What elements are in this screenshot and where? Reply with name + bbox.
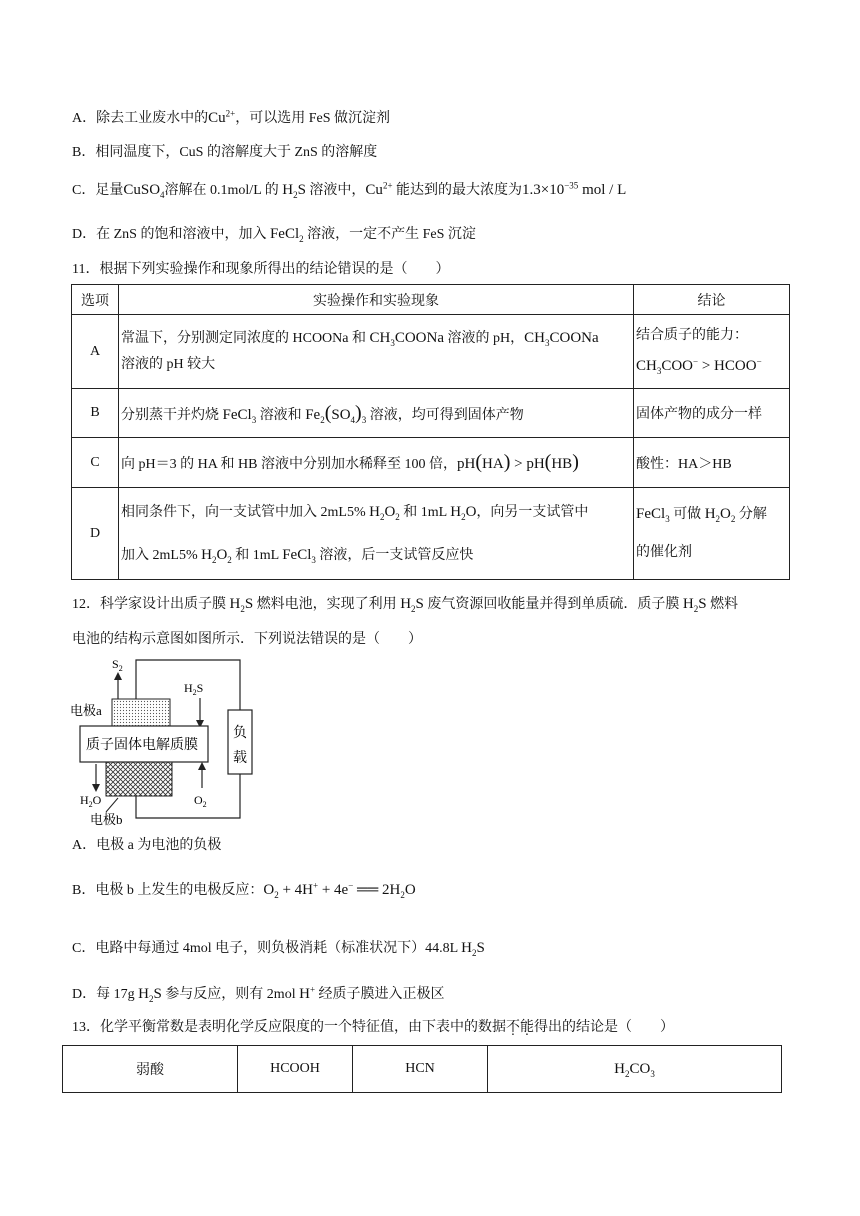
table-row <box>72 488 790 580</box>
row-conclusion: FeCl$_3$ 可做 $H_2O_2$ 分解 的催化剂 <box>634 488 790 580</box>
q10-option-d: D．在 ZnS 的饱和溶液中，加入 FeCl$_2$ 溶液，一定不产生 FeS 沉淀 <box>72 226 476 244</box>
row-option: A <box>72 315 119 389</box>
q10-option-c: C．足量CuSO$_4$溶解在 0.1mol/L 的 $H_2S$ 溶液中，$Cu^{2+}$ 能达到的最大浓度为$1.3\times 10^{-35}$ mol / L <box>72 180 627 200</box>
q10-option-a: A．除去工业废水中的$Cu^{2+}$，可以选用 FeS 做沉淀剂 <box>72 108 391 126</box>
electrode-b-pointer <box>106 798 118 812</box>
header-h2co3: $H_2CO_3$ <box>488 1046 782 1093</box>
o2-label: $O_2$ <box>194 793 207 809</box>
membrane-label: 质子固体电解质膜 <box>86 738 198 753</box>
q11-table <box>71 284 790 580</box>
o2-arrowhead <box>198 762 206 770</box>
h2o-label: $H_2O$ <box>80 793 102 809</box>
electrode-a-label: 电极a <box>70 703 102 718</box>
row-option: B <box>72 389 119 438</box>
row-conclusion: 结合质子的能力： $CH_3COO^-$ > HCOO− <box>634 315 790 389</box>
table-row <box>72 438 790 488</box>
row-operation: 常温下，分别测定同浓度的 HCOONa 和 $CH_3COONa$ 溶液的 pH，$CH_3COONa$ 溶液的 pH 较大 <box>119 315 634 389</box>
q13-stem: 13．化学平衡常数是表明化学反应限度的一个特征值，由下表中的数据不能得出的结论是（ ） <box>72 1020 674 1035</box>
table-row <box>72 389 790 438</box>
s2-arrowhead <box>114 672 122 680</box>
h2s-label: $H_2S$ <box>184 681 204 697</box>
electrode-b-label: 电极b <box>90 812 123 827</box>
row-operation: 相同条件下，向一支试管中加入 2mL5% $H_2O_2$ 和 1mL $H_2O$，向另一支试管中 加入 2mL5% $H_2O_2$ 和 1mL FeCl$_3$ 溶液，后一支试管反应快 <box>119 488 634 580</box>
table-row <box>72 315 790 389</box>
q12-stem-line2: 电池的结构示意图如图所示．下列说法错误的是（ ） <box>72 632 422 647</box>
row-option: D <box>72 488 119 580</box>
load-label-1: 负 <box>233 726 247 741</box>
q12-option-a: A．电极 a 为电池的负极 <box>72 838 222 853</box>
q11-stem: 11．根据下列实验操作和现象所得出的结论错误的是（ ） <box>72 262 450 277</box>
q12-stem-line1: 12．科学家设计出质子膜 $H_2S$ 燃料电池，实现了利用 $H_2S$ 废气资源回收能量并得到单质硫．质子膜 $H_2S$ 燃料 <box>72 596 739 614</box>
table-header-row <box>72 285 790 315</box>
header-hcooh: HCOOH <box>238 1046 353 1093</box>
table-header-row <box>63 1046 782 1093</box>
q13-table <box>62 1045 782 1093</box>
electrode-a <box>112 699 170 726</box>
header-weak-acid: 弱酸 <box>63 1046 238 1093</box>
row-conclusion: 酸性：HA＞HB <box>634 438 790 488</box>
q12-option-b: B．电极 b 上发生的电极反应：$O_2 + 4H^+ + 4e^-$ ══ $2H_2O$ <box>72 880 416 900</box>
s2-label: $S_2$ <box>112 657 123 673</box>
load-label-2: 载 <box>233 751 247 766</box>
header-conclusion: 结论 <box>634 285 790 315</box>
row-operation: 分别蒸干并灼烧 FeCl$_3$ 溶液和 $Fe_2(SO_4)_3$ 溶液，均可得到固体产物 <box>119 389 634 438</box>
row-option: C <box>72 438 119 488</box>
row-conclusion: 固体产物的成分一样 <box>634 389 790 438</box>
row-operation: 向 pH＝3 的 HA 和 HB 溶液中分别加水稀释至 100 倍，pH(HA) > pH(HB) <box>119 438 634 488</box>
q12-option-c: C．电路中每通过 4mol 电子，则负极消耗（标准状况下）44.8L $H_2S$ <box>72 940 485 958</box>
header-operation: 实验操作和实验现象 <box>119 285 634 315</box>
h2o-arrowhead <box>92 784 100 792</box>
fuel-cell-diagram <box>68 652 268 828</box>
q10-option-b: B．相同温度下，CuS 的溶解度大于 ZnS 的溶解度 <box>72 145 378 160</box>
header-option: 选项 <box>72 285 119 315</box>
q12-option-d: D．每 17g $H_2S$ 参与反应，则有 2mol H+ 经质子膜进入正极区 <box>72 984 445 1004</box>
header-hcn: HCN <box>353 1046 488 1093</box>
electrode-b <box>106 762 172 796</box>
